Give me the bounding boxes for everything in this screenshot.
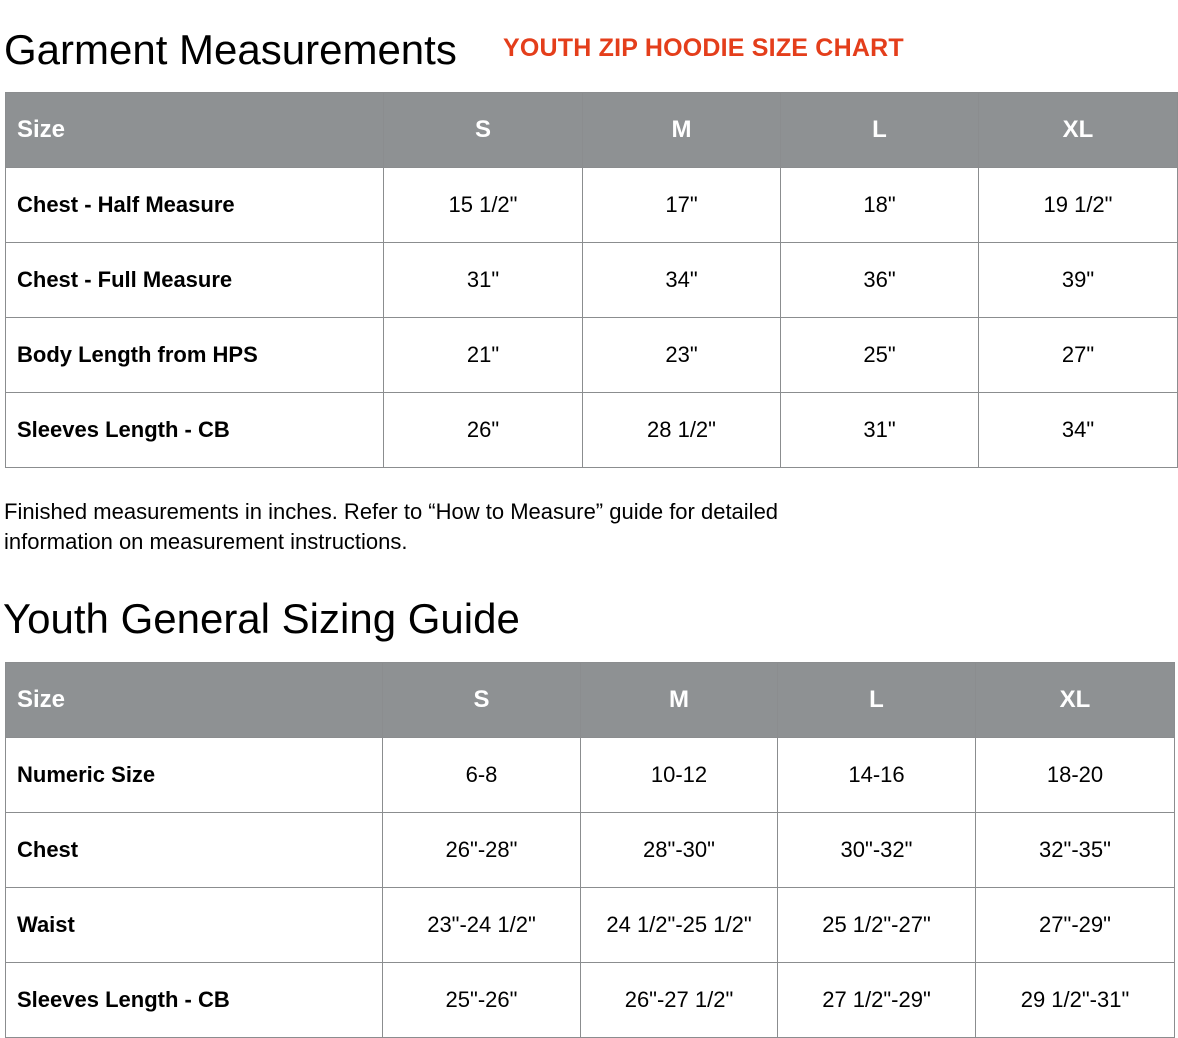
table-cell: 6-8 [383,738,581,813]
column-header: Size [6,663,383,738]
table-row [6,963,1175,1038]
table-cell: 26"-28" [383,813,581,888]
table-cell: 26"-27 1/2" [581,963,778,1038]
table-row [6,813,1175,888]
measurement-note [4,497,904,557]
column-header: Size [6,93,384,168]
table-row [6,243,1178,318]
table-cell: 27"-29" [976,888,1175,963]
table-cell: 14-16 [778,738,976,813]
table-cell: 31" [781,393,979,468]
table-cell: 28"-30" [581,813,778,888]
table-cell: 21" [384,318,583,393]
column-header: XL [979,93,1178,168]
sizing-guide-table [5,662,1175,1038]
note-line-1: Finished measurements in inches. Refer to “How to Measure” guide for detailed [4,499,779,524]
page-title: Garment Measurements [4,26,457,73]
table-cell: 23"-24 1/2" [383,888,581,963]
table-row [6,393,1178,468]
table-cell: 34" [979,393,1178,468]
column-header: S [383,663,581,738]
table-cell: 27 1/2"-29" [778,963,976,1038]
table-header-row [6,663,1175,738]
table-cell: 18" [781,168,979,243]
table-cell: 28 1/2" [583,393,781,468]
row-label: Numeric Size [6,738,383,813]
table-cell: 10-12 [581,738,778,813]
page-header [4,20,1174,80]
sizing-guide-title: Youth General Sizing Guide [3,595,520,642]
table-cell: 25" [781,318,979,393]
table-cell: 36" [781,243,979,318]
row-label: Waist [6,888,383,963]
table-header-row [6,93,1178,168]
table-row [6,318,1178,393]
column-header: L [781,93,979,168]
column-header: M [581,663,778,738]
table-row [6,738,1175,813]
row-label: Chest - Full Measure [6,243,384,318]
note-line-2: information on measurement instructions. [4,529,408,554]
table-cell: 25"-26" [383,963,581,1038]
column-header: S [384,93,583,168]
row-label: Chest - Half Measure [6,168,384,243]
table-cell: 32"-35" [976,813,1175,888]
table-cell: 17" [583,168,781,243]
row-label: Sleeves Length - CB [6,393,384,468]
table-cell: 24 1/2"-25 1/2" [581,888,778,963]
row-label: Body Length from HPS [6,318,384,393]
garment-measurements-table [5,92,1178,468]
column-header: L [778,663,976,738]
table-cell: 29 1/2"-31" [976,963,1175,1038]
column-header: XL [976,663,1175,738]
chart-subtitle: YOUTH ZIP HOODIE SIZE CHART [503,34,904,62]
table-cell: 25 1/2"-27" [778,888,976,963]
table-cell: 39" [979,243,1178,318]
table-row [6,888,1175,963]
table-row [6,168,1178,243]
table-cell: 15 1/2" [384,168,583,243]
table-cell: 23" [583,318,781,393]
row-label: Chest [6,813,383,888]
table-cell: 30"-32" [778,813,976,888]
table-cell: 34" [583,243,781,318]
table-cell: 19 1/2" [979,168,1178,243]
column-header: M [583,93,781,168]
table-cell: 27" [979,318,1178,393]
table-cell: 26" [384,393,583,468]
table-cell: 31" [384,243,583,318]
table-cell: 18-20 [976,738,1175,813]
row-label: Sleeves Length - CB [6,963,383,1038]
